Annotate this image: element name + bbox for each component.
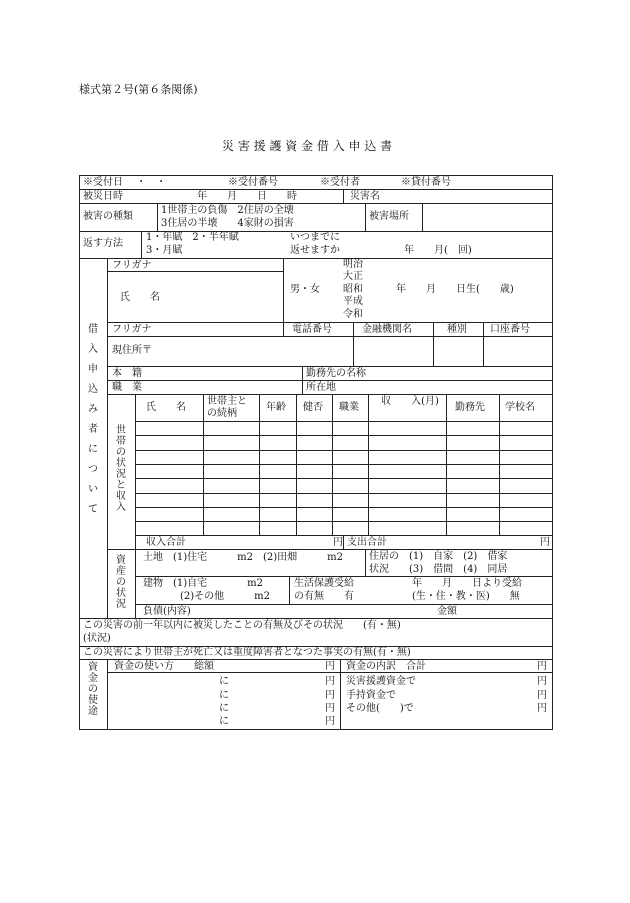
repay-year-month[interactable]: 年 月( 回) — [404, 245, 472, 256]
breakdown-yen-1: 円 — [537, 676, 547, 687]
damage-options-1[interactable]: 1世帯主の負傷 2住居の全壊 — [161, 205, 294, 216]
table-rule — [365, 203, 366, 231]
name-label: 氏 名 — [120, 292, 160, 303]
phone-label: 電話番号 — [292, 324, 332, 335]
welfare-date[interactable]: 年 月 日より受給 — [412, 578, 522, 589]
furigana-label: フリガナ — [112, 260, 152, 271]
table-rule — [107, 258, 108, 618]
breakdown-yen-2: 円 — [537, 690, 547, 701]
building-field-1[interactable]: 建物 (1)自宅 m2 — [143, 578, 264, 589]
usage-ni-3: に — [219, 703, 229, 714]
breakdown-other[interactable]: その他( )で — [346, 703, 414, 714]
breakdown-yen-3: 円 — [537, 703, 547, 714]
usage-yen-4: 円 — [325, 716, 335, 727]
reception-date-label: ※受付日 ・ ・ — [83, 177, 167, 188]
table-rule — [296, 394, 297, 535]
disaster-name-label: 災害名 — [350, 191, 380, 202]
table-rule — [203, 394, 204, 535]
disaster-date-label: 被災日時 — [83, 191, 123, 202]
birthdate-field[interactable]: 年 月 日生( 歳) — [396, 284, 514, 295]
breakdown-own-fund: 手持資金で — [346, 690, 396, 701]
table-rule — [343, 189, 344, 203]
funds-usage-label: 資金の使い方 総額 — [114, 661, 214, 672]
table-rule — [107, 394, 553, 395]
disaster-date-value[interactable]: 年 月 日 時 — [197, 191, 297, 202]
table-rule — [135, 576, 553, 577]
table-rule — [135, 478, 553, 479]
table-rule — [135, 493, 553, 494]
account-number-label: 口座番号 — [490, 324, 530, 335]
table-rule — [79, 175, 80, 730]
table-rule — [79, 175, 553, 176]
usage-total-yen: 円 — [325, 661, 335, 672]
table-rule — [259, 394, 260, 535]
breakdown-total-yen: 円 — [537, 661, 547, 672]
era-meiji[interactable]: 明治 — [343, 259, 363, 270]
table-rule — [340, 659, 341, 729]
era-reiwa[interactable]: 令和 — [343, 309, 363, 320]
table-rule — [79, 203, 553, 204]
furigana-2-label: フリガナ — [112, 324, 152, 335]
table-rule — [552, 175, 553, 730]
past-disaster-status: (状況) — [83, 633, 111, 644]
usage-yen-2: 円 — [325, 690, 335, 701]
table-rule — [446, 394, 447, 535]
usage-yen-1: 円 — [325, 676, 335, 687]
table-rule — [79, 729, 553, 730]
job-header: 職業 — [339, 402, 359, 413]
building-field-2[interactable]: (2)その他 m2 — [180, 591, 271, 602]
school-header: 学校名 — [505, 402, 535, 413]
form-number: 様式第２号(第６条関係) — [79, 83, 198, 96]
damage-place-label: 被害場所 — [369, 211, 409, 222]
domicile-label: 本 籍 — [112, 368, 142, 379]
table-rule — [135, 394, 136, 618]
table-rule — [135, 421, 553, 422]
era-heisei[interactable]: 平成 — [343, 296, 363, 307]
damage-type-label: 被害の種類 — [83, 211, 133, 222]
expense-total-label: 支出合計 — [347, 537, 387, 548]
breakdown-relief-fund: 災害援護資金で — [346, 676, 416, 687]
debt-label: 負債(内容) — [143, 606, 191, 617]
reception-number-label: ※受付番号 — [228, 177, 278, 188]
repayment-option-2[interactable]: 3・月賦 — [146, 245, 183, 256]
era-taisho[interactable]: 大正 — [343, 271, 363, 282]
table-rule — [79, 189, 553, 190]
table-rule — [332, 394, 333, 535]
table-rule — [302, 366, 303, 394]
table-rule — [135, 521, 553, 522]
table-rule — [433, 322, 434, 366]
welfare-label-1: 生活保護受給 — [294, 578, 354, 589]
table-rule — [107, 549, 553, 550]
welfare-label-2[interactable]: の有無 有 — [294, 591, 354, 602]
workplace-label: 勤務先の名称 — [306, 368, 366, 379]
income-total-label: 収入合計 — [146, 537, 186, 548]
table-rule — [79, 618, 553, 619]
table-rule — [107, 366, 553, 367]
table-rule — [107, 322, 553, 323]
funds-side-label: 資金の使途 — [88, 662, 98, 717]
table-rule — [79, 659, 553, 660]
table-rule — [135, 435, 553, 436]
table-rule — [135, 535, 553, 536]
income-header: 収 入(月) — [381, 396, 439, 407]
damage-options-2[interactable]: 3住居の半壊 4家財の損害 — [161, 218, 294, 229]
relation-header: 世帯主との続柄 — [207, 396, 247, 419]
borrower-side-label: 借入申込み者について — [88, 324, 98, 515]
table-rule — [135, 604, 553, 605]
housing-status-1[interactable]: 住居の (1) 自家 (2) 借家 — [369, 551, 508, 562]
repayment-method-label: 返す方法 — [83, 238, 123, 249]
member-name-header: 氏 名 — [146, 402, 186, 413]
health-header: 健否 — [303, 402, 323, 413]
workplace-location-label: 所在地 — [306, 382, 336, 393]
bank-label: 金融機関名 — [362, 324, 412, 335]
receiver-label: ※受付者 — [320, 177, 360, 188]
past-disaster-question[interactable]: この災害の前一年以内に被災したことの有無及びその状況 (有・無) — [83, 620, 401, 631]
form-title: 災 害 援 護 資 金 借 入 申 込 書 — [222, 139, 393, 153]
assets-side-label: 資産の状況 — [116, 555, 126, 610]
table-rule — [107, 672, 553, 673]
table-rule — [79, 258, 553, 259]
age-header: 年齢 — [266, 402, 286, 413]
funds-breakdown-label: 資金の内訳 合計 — [346, 661, 426, 672]
table-rule — [343, 535, 344, 549]
table-rule — [141, 231, 142, 258]
table-rule — [422, 203, 423, 231]
table-rule — [107, 659, 108, 729]
usage-ni-1: に — [219, 676, 229, 687]
table-rule — [107, 336, 553, 337]
usage-ni-4: に — [219, 716, 229, 727]
repay-until-label-2: 返せますか — [290, 245, 340, 256]
death-question[interactable]: この災害により世帯主が死亡又は重度障害者となつた事実の有無(有・無) — [83, 647, 411, 658]
welfare-types[interactable]: (生・住・教・医) 無 — [412, 591, 520, 602]
repay-until-label-1: いつまでに — [290, 232, 340, 243]
table-rule — [107, 380, 553, 381]
table-rule — [135, 507, 553, 508]
era-showa[interactable]: 昭和 — [343, 284, 363, 295]
income-yen: 円 — [333, 537, 343, 548]
usage-yen-3: 円 — [325, 703, 335, 714]
household-side-label: 世帯の状況と収入 — [116, 425, 126, 513]
address-label: 現住所〒 — [112, 345, 152, 356]
table-rule — [157, 203, 158, 231]
table-rule — [289, 576, 290, 604]
table-rule — [135, 464, 553, 465]
occupation-label: 職 業 — [112, 382, 142, 393]
table-rule — [107, 271, 283, 272]
usage-ni-2: に — [219, 690, 229, 701]
land-field[interactable]: 土地 (1)住宅 m2 (2)田畑 m2 — [143, 552, 344, 563]
expense-yen: 円 — [540, 537, 550, 548]
loan-number-label: ※貸付番号 — [401, 177, 451, 188]
table-rule — [283, 258, 284, 336]
debt-amount-label: 金額 — [437, 606, 457, 617]
table-rule — [135, 450, 553, 451]
table-rule — [365, 549, 366, 576]
repayment-option-1[interactable]: 1・年賦 2・半年賦 — [146, 232, 239, 243]
housing-status-2[interactable]: 状況 (3) 借間 (4) 同居 — [369, 564, 508, 575]
employer-header: 勤務先 — [455, 402, 485, 413]
table-rule — [353, 322, 354, 366]
table-rule — [499, 394, 500, 535]
account-type-label: 種別 — [447, 324, 467, 335]
sex-field[interactable]: 男・女 — [290, 284, 320, 295]
table-rule — [483, 322, 484, 366]
table-rule — [368, 394, 369, 535]
